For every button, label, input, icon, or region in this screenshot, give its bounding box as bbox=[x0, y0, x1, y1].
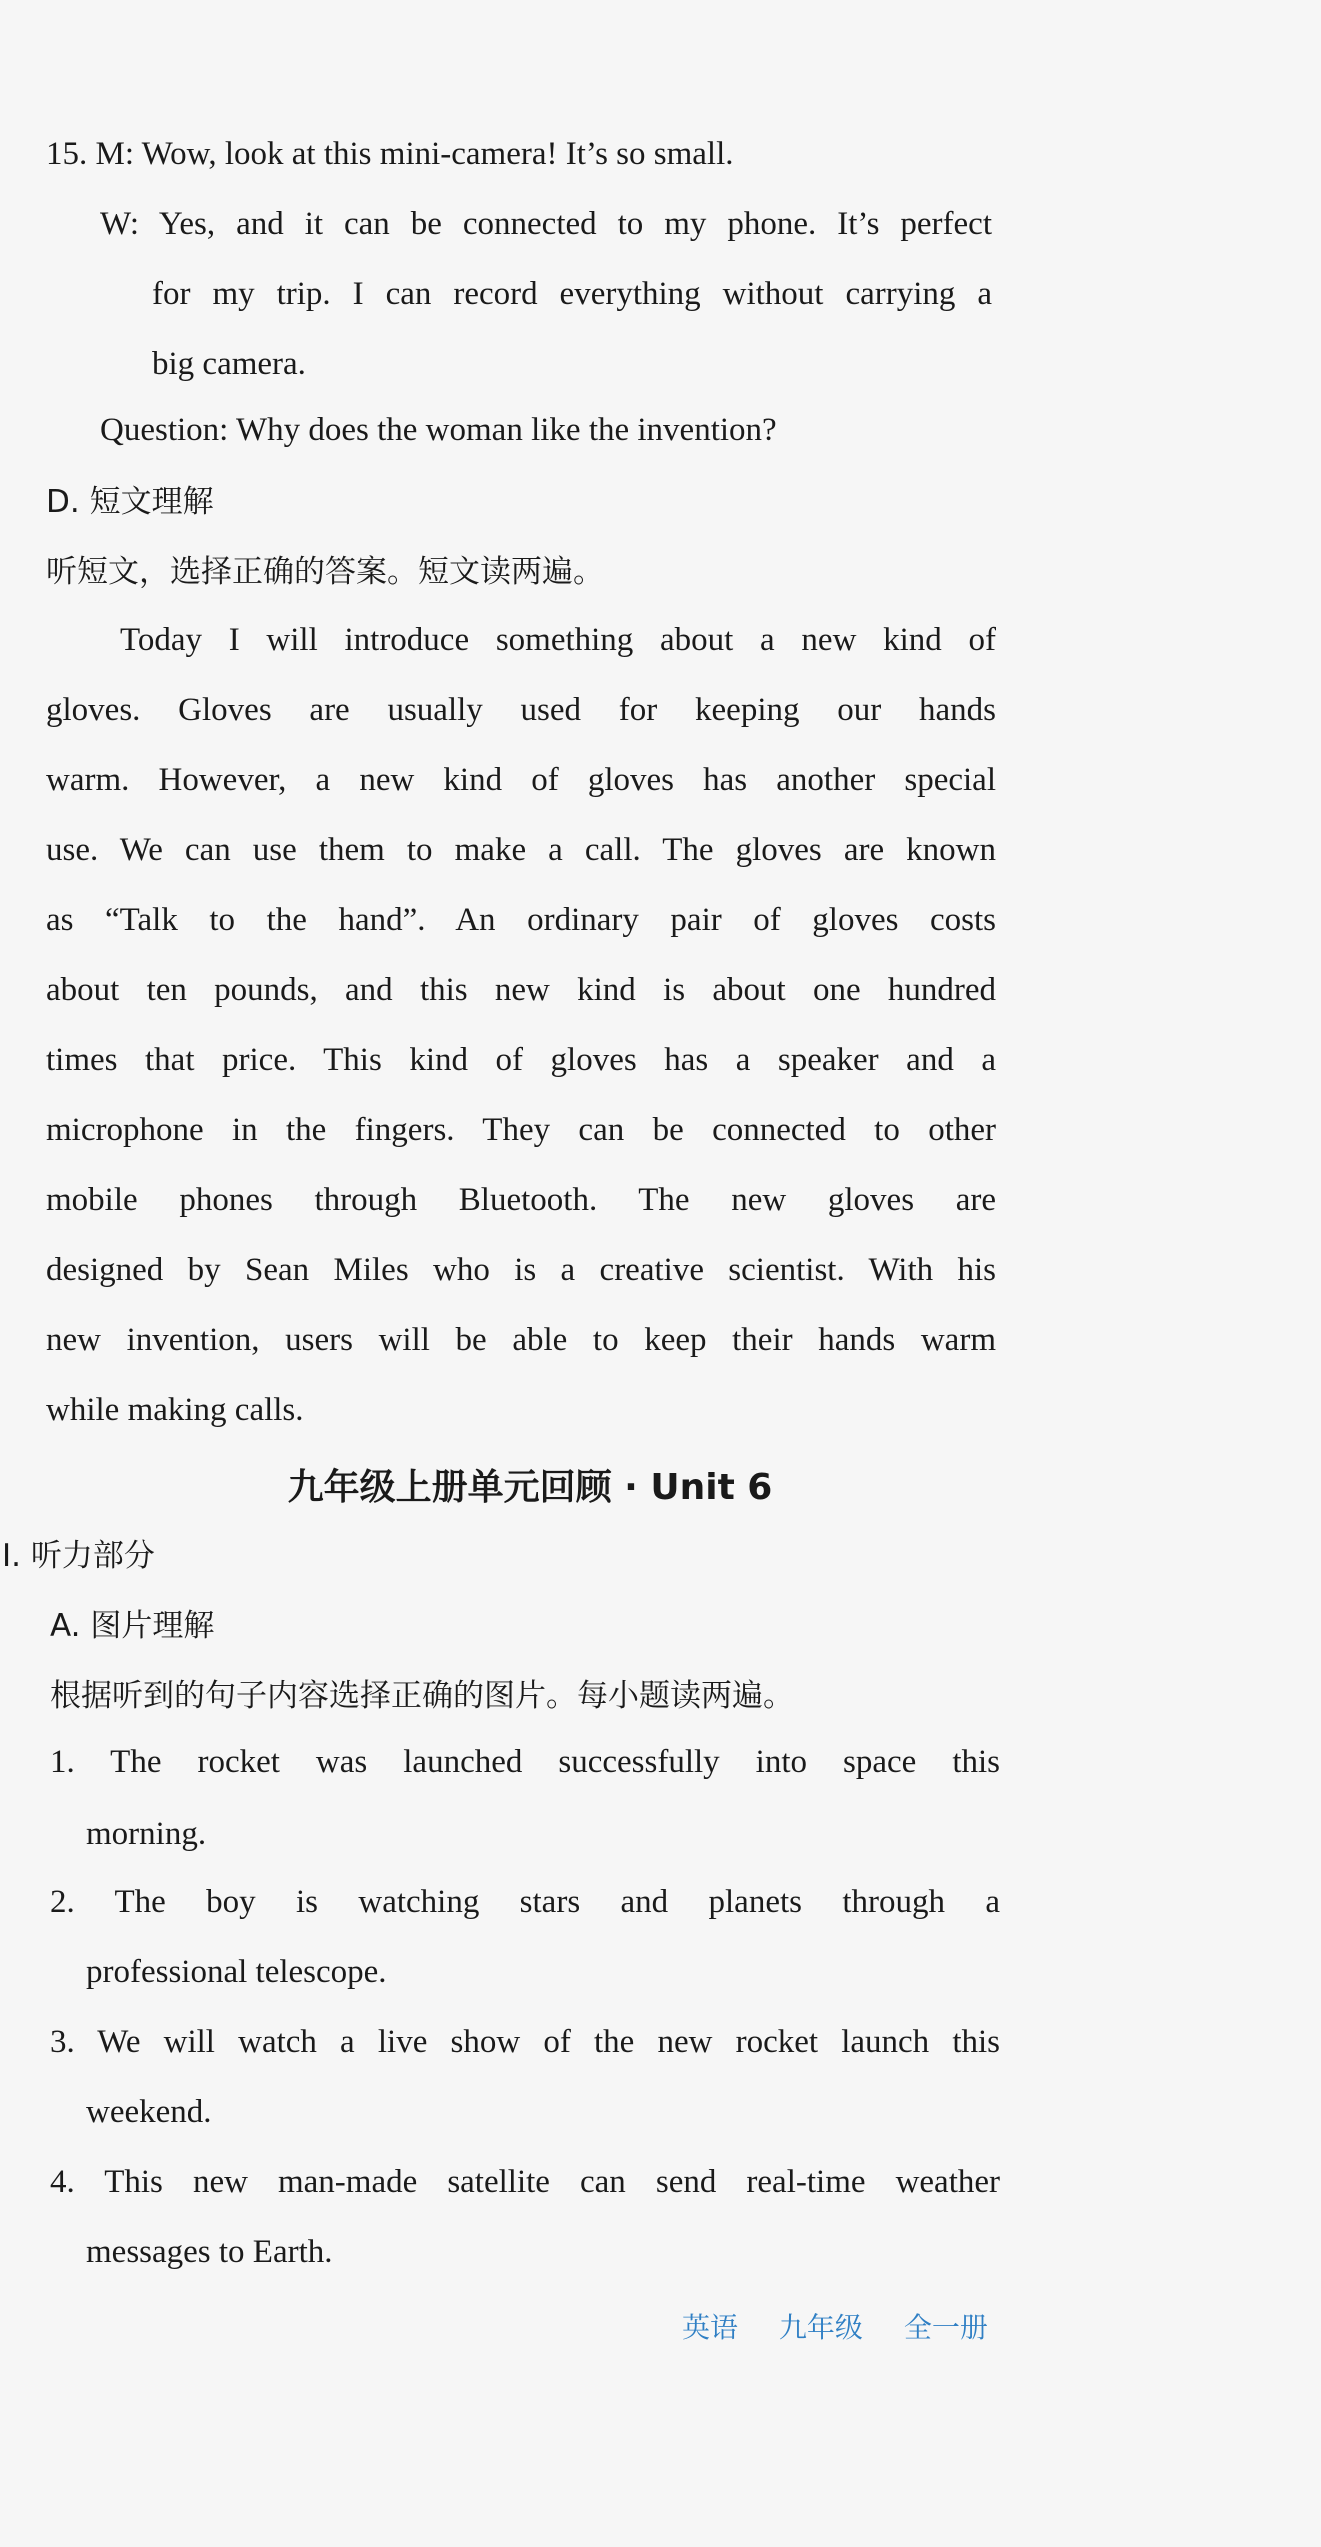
q15-woman-line-1: W: Yes, and it can be connected to my phone. It’s perfect bbox=[100, 206, 992, 242]
listening-item-continued: messages to Earth. bbox=[86, 2234, 333, 2270]
part1-title: Ⅰ. 听力部分 bbox=[2, 1538, 155, 1574]
section-a-instruction: 根据听到的句子内容选择正确的图片。每小题读两遍。 bbox=[50, 1678, 794, 1714]
listening-item-continued: morning. bbox=[86, 1816, 207, 1852]
q15-woman-line-3: big camera. bbox=[152, 346, 306, 382]
passage-line: use. We can use them to make a call. The gloves are known bbox=[46, 832, 996, 868]
section-d-title: D. 短文理解 bbox=[46, 484, 214, 520]
section-d-instruction: 听短文，选择正确的答案。短文读两遍。 bbox=[46, 554, 604, 590]
listening-item: 3. We will watch a live show of the new rocket launch this bbox=[50, 2024, 1000, 2060]
passage-line: designed by Sean Miles who is a creative scientist. With his bbox=[46, 1252, 996, 1288]
footer-volume: 全一册 bbox=[903, 2311, 988, 2344]
passage-line: as “Talk to the hand”. An ordinary pair of gloves costs bbox=[46, 902, 996, 938]
unit-heading: 九年级上册单元回顾 · Unit 6 bbox=[287, 1467, 773, 1508]
footer-subject: 英语 bbox=[682, 2311, 739, 2344]
listening-item-continued: weekend. bbox=[86, 2094, 212, 2130]
footer-grade: 九年级 bbox=[778, 2311, 863, 2344]
passage-line: while making calls. bbox=[46, 1392, 304, 1428]
passage-line: about ten pounds, and this new kind is about one hundred bbox=[46, 972, 996, 1008]
passage-line: times that price. This kind of gloves has a speaker and a bbox=[46, 1042, 996, 1078]
listening-item-continued: professional telescope. bbox=[86, 1954, 387, 1990]
page-footer bbox=[682, 2306, 1020, 2346]
passage-line: Today I will introduce something about a new kind of bbox=[120, 622, 996, 658]
q15-woman-line-2: for my trip. I can record everything without carrying a bbox=[152, 276, 992, 312]
listening-item: 2. The boy is watching stars and planets through a bbox=[50, 1884, 1000, 1920]
passage-line: gloves. Gloves are usually used for keeping our hands bbox=[46, 692, 996, 728]
q15-man-line: 15. M: Wow, look at this mini-camera! It’s so small. bbox=[46, 136, 734, 172]
passage-line: microphone in the fingers. They can be connected to other bbox=[46, 1112, 996, 1148]
passage-line: new invention, users will be able to keep their hands warm bbox=[46, 1322, 996, 1358]
listening-item: 4. This new man-made satellite can send real-time weather bbox=[50, 2164, 1000, 2200]
passage-line: warm. However, a new kind of gloves has another special bbox=[46, 762, 996, 798]
passage-line: mobile phones through Bluetooth. The new gloves are bbox=[46, 1182, 996, 1218]
q15-question: Question: Why does the woman like the invention? bbox=[100, 412, 777, 448]
listening-item: 1. The rocket was launched successfully into space this bbox=[50, 1744, 1000, 1780]
section-a-title: A. 图片理解 bbox=[50, 1608, 215, 1644]
